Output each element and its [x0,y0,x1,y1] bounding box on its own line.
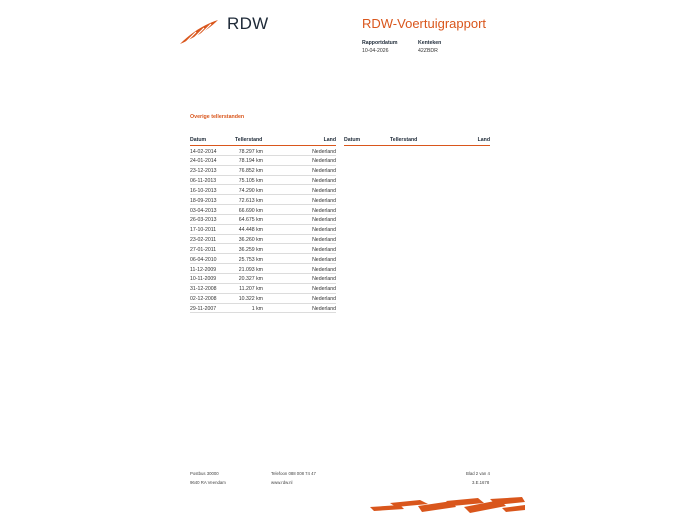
row-date: 27-01-2011 [190,246,217,253]
row-country: Nederland [312,158,336,165]
row-odometer: 74.290 km [238,187,263,194]
row-date: 29-11-2007 [190,306,217,312]
table-body [190,146,336,313]
col-odometer-header: Tellerstand [235,137,263,143]
row-odometer: 72.613 km [238,197,263,204]
row-date: 06-11-2013 [190,178,217,185]
table-row [190,205,336,215]
footer-website[interactable]: www.rdw.nl [271,480,293,485]
row-date: 18-09-2013 [190,197,217,204]
row-country: Nederland [312,276,336,283]
odometer-table-left [190,137,336,313]
table-header [190,137,336,146]
plate-label: Kenteken [418,40,442,46]
report-date-label: Rapportdatum [362,40,398,46]
row-date: 23-02-2011 [190,237,217,244]
row-odometer: 78.297 km [238,148,263,155]
report-date-value: 10-04-2026 [362,48,389,54]
row-country: Nederland [312,296,336,303]
row-date: 03-04-2013 [190,207,217,214]
row-country: Nederland [312,286,336,293]
footer-address-line1: Postbus 30000 [190,471,219,476]
table-row [190,195,336,205]
rdw-logo-icon [178,18,220,46]
row-country: Nederland [312,266,336,273]
row-country: Nederland [312,148,336,155]
row-country: Nederland [312,187,336,194]
table-row [190,304,336,314]
row-date: 31-12-2008 [190,286,217,293]
table-row [190,166,336,176]
table-row [190,264,336,274]
table-row [190,225,336,235]
row-country: Nederland [312,197,336,204]
table-row [190,294,336,304]
row-country: Nederland [312,237,336,244]
row-odometer: 36.260 km [238,237,263,244]
row-odometer: 66.690 km [238,207,263,214]
footer-phone: Telefoon 088 008 74 47 [271,471,316,476]
row-date: 14-02-2014 [190,148,217,155]
table-row [190,146,336,156]
table-row [190,176,336,186]
table-header [344,137,490,146]
table-row [190,185,336,195]
col-odometer-header: Tellerstand [390,137,418,143]
row-odometer: 20.327 km [238,276,263,283]
table-row [190,244,336,254]
row-date: 16-10-2013 [190,187,217,194]
table-row [190,254,336,264]
row-country: Nederland [312,227,336,234]
row-country: Nederland [312,168,336,175]
table-row [190,156,336,166]
table-row [190,274,336,284]
footer-code: 3.E.1678 [472,480,490,485]
row-odometer: 21.093 km [238,266,263,273]
rdw-stripes-icon [360,497,525,514]
report-title: RDW-Voertuigrapport [362,16,487,31]
col-country-header: Land [477,137,490,143]
col-date-header: Datum [190,137,207,143]
row-date: 23-12-2013 [190,168,217,175]
table-row [190,284,336,294]
row-odometer: 11.207 km [239,286,263,293]
col-date-header: Datum [344,137,361,143]
row-odometer: 76.852 km [238,168,263,175]
brand-name: RDW [227,14,269,33]
row-country: Nederland [312,256,336,263]
plate-value: 42ZBDR [418,48,438,54]
row-date: 24-01-2014 [190,158,217,165]
row-odometer: 64.675 km [238,217,263,224]
row-date: 10-11-2009 [190,276,217,283]
row-date: 06-04-2010 [190,256,217,263]
table-row [190,215,336,225]
row-country: Nederland [312,207,336,214]
row-country: Nederland [312,217,336,224]
table-row [190,235,336,245]
row-date: 02-12-2008 [190,296,217,303]
col-country-header: Land [323,137,336,143]
row-country: Nederland [312,246,336,253]
row-odometer: 1 km [251,306,263,312]
row-country: Nederland [312,306,336,312]
row-odometer: 36.259 km [238,246,263,253]
row-odometer: 25.753 km [238,256,263,263]
footer-page-number: Blad 2 van 4 [466,471,490,476]
row-country: Nederland [312,178,336,185]
row-odometer: 10.322 km [238,296,263,303]
row-odometer: 44.448 km [238,227,263,234]
odometer-table-right [344,137,490,146]
row-date: 17-10-2011 [190,227,217,234]
footer-address-line2: 9640 RA Veendam [190,480,226,485]
row-date: 26-03-2013 [190,217,217,224]
row-odometer: 75.105 km [238,178,263,185]
row-odometer: 78.194 km [238,158,263,165]
section-title: Overige tellerstanden [190,114,245,120]
row-date: 11-12-2009 [190,266,217,273]
